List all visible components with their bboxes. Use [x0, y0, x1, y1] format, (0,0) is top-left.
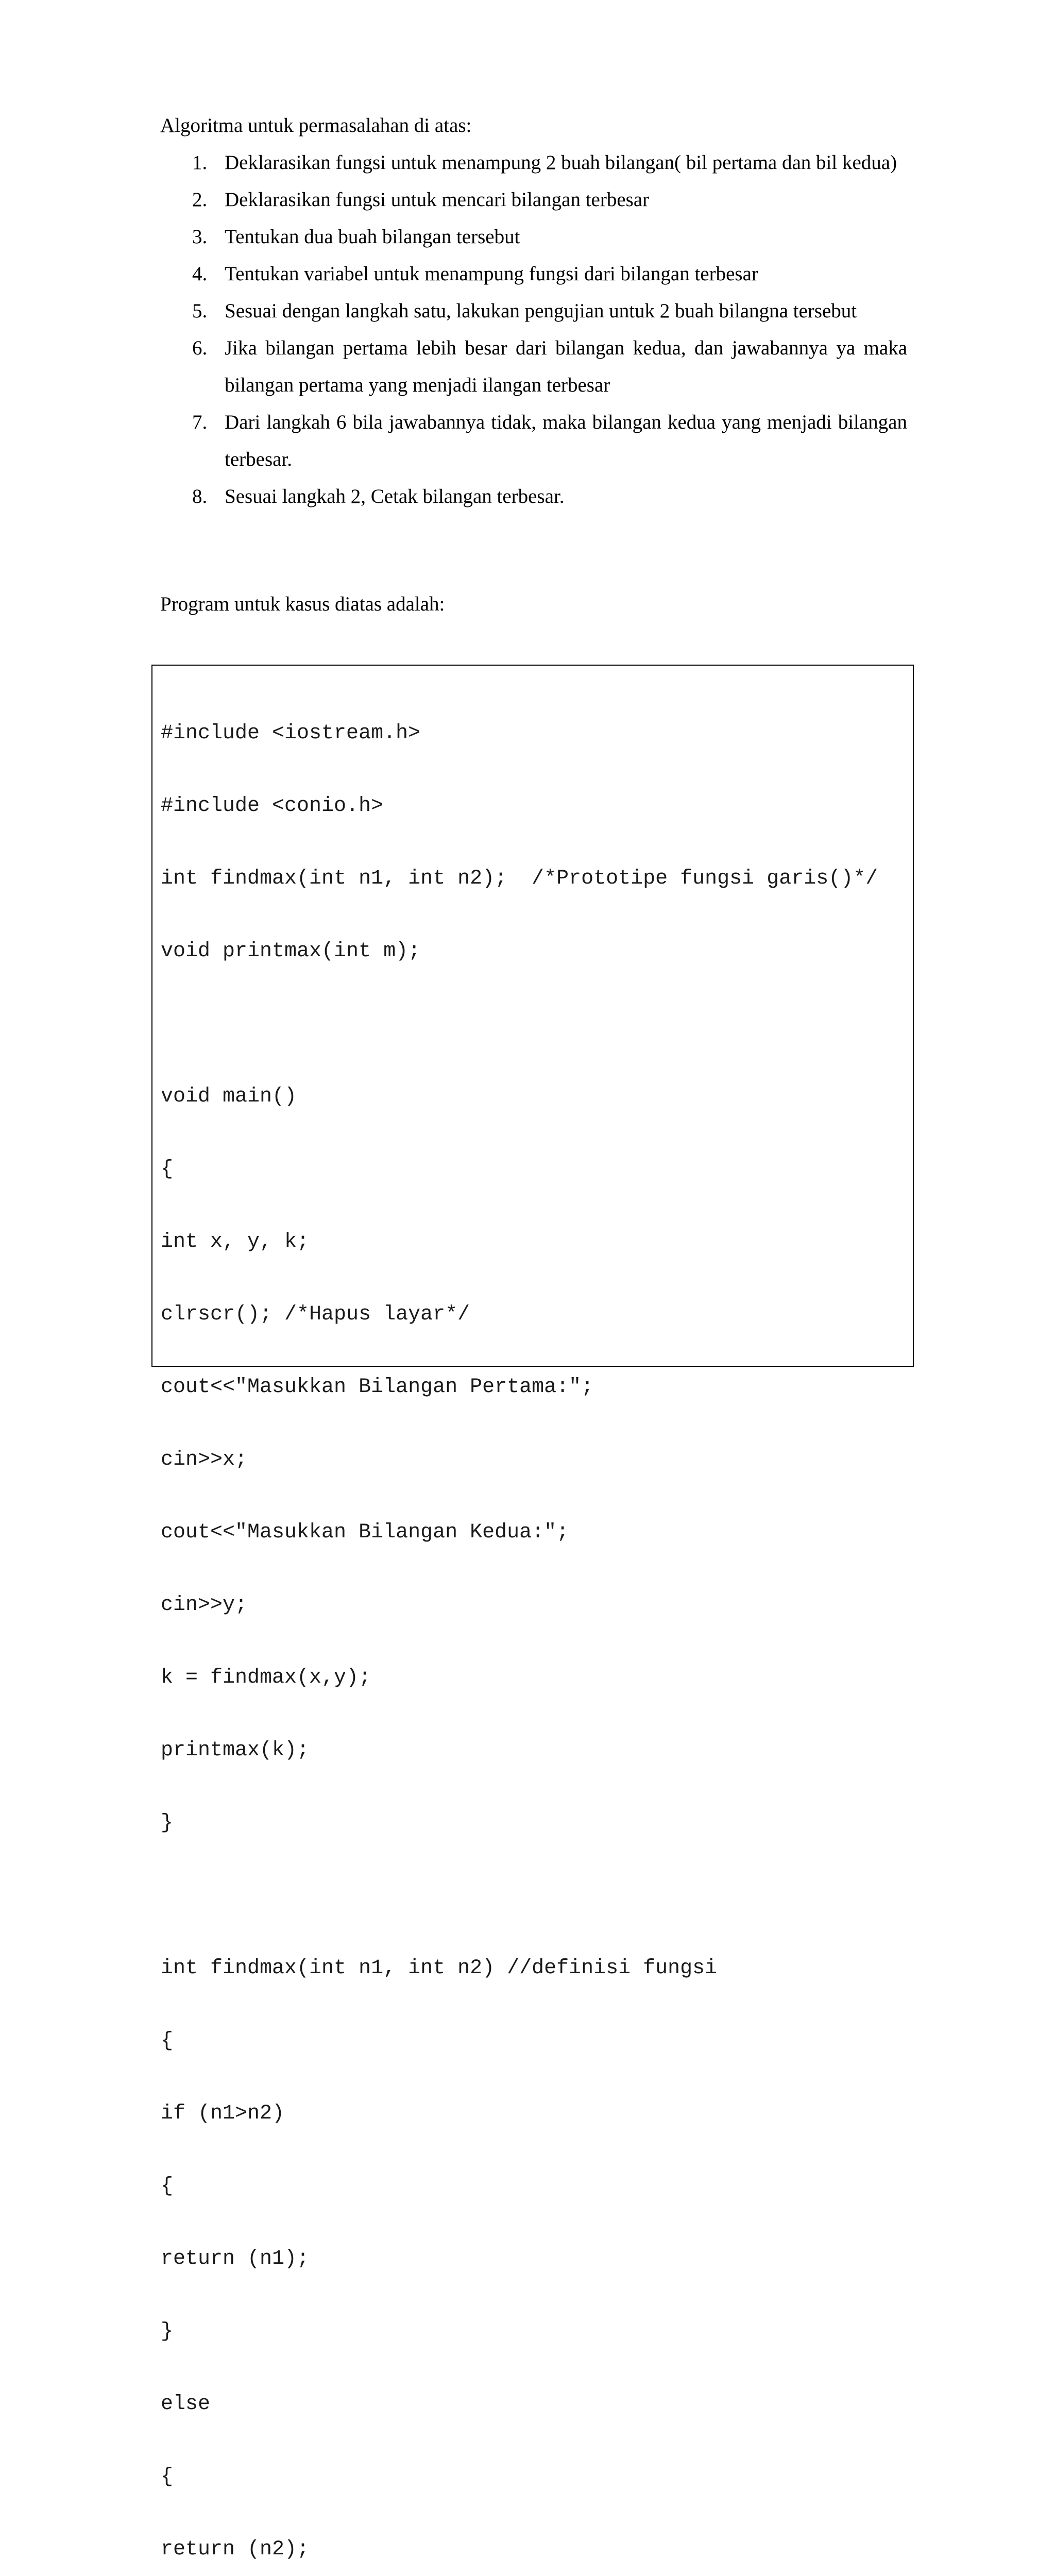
code-line: k = findmax(x,y);: [161, 1666, 371, 1689]
code-line: void main(): [161, 1085, 297, 1108]
step-text: Sesuai langkah 2, Cetak bilangan terbesar.: [225, 485, 565, 507]
code-line: [161, 1884, 878, 1908]
code-line: int findmax(int n1, int n2); /*Prototipe fungsi garis()*/: [161, 867, 878, 890]
step-number: 1.: [192, 151, 208, 174]
code-line: return (n2);: [161, 2538, 310, 2561]
code-line: {: [161, 1158, 174, 1181]
step-item: [160, 218, 907, 256]
code-line: cin>>x;: [161, 1448, 248, 1471]
step-item: [160, 293, 907, 330]
step-text: Tentukan variabel untuk menampung fungsi dari bilangan terbesar: [225, 263, 758, 285]
step-text: Dari langkah 6 bila jawabannya tidak, maka bilangan kedua yang menjadi bilangan terbesar.: [225, 411, 907, 470]
step-text: Jika bilangan pertama lebih besar dari bilangan kedua, dan jawabannya ya maka bilangan pertama yang menjadi ilangan terbesar: [225, 337, 907, 396]
code-line: {: [161, 2029, 174, 2053]
step-text: Sesuai dengan langkah satu, lakukan pengujian untuk 2 buah bilangna tersebut: [225, 300, 857, 322]
code-line: {: [161, 2465, 174, 2488]
step-item: [160, 478, 907, 515]
code-line: if (n1>n2): [161, 2102, 285, 2125]
step-item: [160, 404, 907, 478]
code-box: [151, 665, 914, 2561]
step-number: 6.: [192, 337, 208, 359]
code-line: printmax(k);: [161, 1739, 310, 1762]
code-line: #include <conio.h>: [161, 794, 384, 818]
code-line: }: [161, 2320, 174, 2343]
step-item: [160, 330, 907, 404]
step-item: [160, 256, 907, 293]
step-text: Deklarasikan fungsi untuk menampung 2 buah bilangan( bil pertama dan bil kedua): [225, 151, 897, 174]
code-line: int x, y, k;: [161, 1230, 310, 1253]
step-number: 4.: [192, 263, 208, 285]
step-item: [160, 144, 907, 181]
code-line: clrscr(); /*Hapus layar*/: [161, 1303, 470, 1326]
code-line: int findmax(int n1, int n2) //definisi fungsi: [161, 1957, 718, 1980]
step-number: 2.: [192, 189, 208, 211]
code-line: #include <iostream.h>: [161, 722, 421, 745]
step-text: Deklarasikan fungsi untuk mencari bilangan terbesar: [225, 189, 650, 211]
code-line: return (n1);: [161, 2247, 310, 2270]
code-line: void printmax(int m);: [161, 940, 421, 963]
code-line: }: [161, 1811, 174, 1835]
intro-text: Algoritma untuk permasalahan di atas:: [160, 114, 472, 137]
code-line: cout<<"Masukkan Bilangan Pertama:";: [161, 1376, 594, 1399]
program-label: Program untuk kasus diatas adalah:: [160, 593, 445, 615]
algorithm-steps-list: [160, 144, 907, 515]
step-item: [160, 181, 907, 218]
step-text: Tentukan dua buah bilangan tersebut: [225, 226, 520, 248]
code-line: {: [161, 2175, 174, 2198]
step-number: 5.: [192, 300, 208, 322]
code-line: cin>>y;: [161, 1594, 248, 1617]
step-number: 7.: [192, 411, 208, 433]
code-block: [161, 673, 878, 2576]
code-line: cout<<"Masukkan Bilangan Kedua:";: [161, 1521, 569, 1544]
code-line: [161, 1012, 878, 1036]
step-number: 3.: [192, 226, 208, 248]
step-number: 8.: [192, 485, 208, 507]
code-line: else: [161, 2393, 211, 2416]
